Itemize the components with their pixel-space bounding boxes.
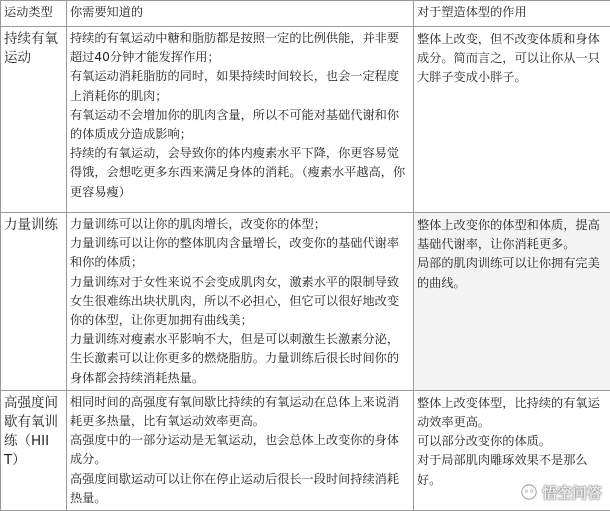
table-row bbox=[1, 390, 610, 510]
info-line: 有氧运动不会增加你的肌肉含量，所以不可能对基础代谢和你的体质成分造成影响； bbox=[70, 106, 410, 144]
info-line: 持续的有氧运动中糖和脂肪都是按照一定的比例供能，并非要超过40分钟才能发挥作用； bbox=[70, 29, 410, 67]
info-line: 力量训练对瘦素水平影响不大，但是可以刺激生长激素分泌，生长激素可以让你更多的燃烧脂肪。力量训练后很长时间你的身体都会持续消耗热量。 bbox=[70, 330, 410, 388]
info-line: 高强度间歇运动可以让你在停止运动后很长一段时间持续消耗热量。 bbox=[70, 470, 410, 508]
info-line: 力量训练可以让你的肌肉增长，改变你的体型； bbox=[70, 215, 410, 234]
table-row bbox=[1, 213, 610, 391]
effect-line: 可以部分改变你的体质。 bbox=[417, 432, 607, 451]
table-row bbox=[1, 27, 610, 213]
info-line: 持续的有氧运动，会导致你的体内瘦素水平下降，你更容易觉得饿，会想吃更多东西来满足身体的消耗。（瘦素水平越高，你更容易瘦） bbox=[70, 144, 410, 202]
row-effect-aerobic bbox=[414, 27, 610, 213]
wukong-logo-icon bbox=[520, 483, 538, 501]
info-line: 力量训练可以让你的整体肌肉含量增长，改变你的基础代谢率和你的体质； bbox=[70, 234, 410, 272]
row-info-strength bbox=[67, 213, 414, 391]
header-effect: 对于塑造体型的作用 bbox=[414, 1, 610, 27]
header-info: 你需要知道的 bbox=[67, 1, 414, 27]
effect-line: 整体上改变体型，比持续的有氧运动效率更高。 bbox=[417, 394, 607, 432]
row-type-hiit: 高强度间歇有氧训练（HIIT） bbox=[1, 390, 67, 510]
row-info-aerobic bbox=[67, 27, 414, 213]
table-header-row bbox=[1, 1, 610, 27]
info-line: 有氧运动消耗脂肪的同时，如果持续时间较长，也会一定程度上消耗你的肌肉； bbox=[70, 67, 410, 105]
effect-line: 整体上改变你的体型和体质，提高基础代谢率，让你消耗更多。 bbox=[417, 216, 607, 254]
effect-line: 整体上改变，但不改变体质和身体成分。简而言之，可以让你从一只大胖子变成小胖子。 bbox=[417, 30, 607, 88]
watermark bbox=[520, 482, 602, 502]
info-line: 高强度中的一部分运动是无氧运动，也会总体上改变你的身体成分。 bbox=[70, 431, 410, 469]
row-type-aerobic: 持续有氧运动 bbox=[1, 27, 67, 213]
row-effect-strength bbox=[414, 213, 610, 391]
row-info-hiit bbox=[67, 390, 414, 510]
header-type: 运动类型 bbox=[1, 1, 67, 27]
effect-line: 对于局部肌肉雕琢效果不是那么好。 bbox=[417, 451, 607, 489]
info-line: 力量训练对于女性来说不会变成肌肉女，激素水平的限制导致女生很难练出块状肌肉，所以不必担心，但它可以很好地改变你的体型，让你更加拥有曲线美； bbox=[70, 273, 410, 331]
info-line: 相同时间的高强度有氧间歇比持续的有氧运动在总体上来说消耗更多热量，比有氧运动效率更高。 bbox=[70, 393, 410, 431]
watermark-text: 悟空问答 bbox=[542, 482, 602, 503]
row-type-strength: 力量训练 bbox=[1, 213, 67, 391]
effect-line: 局部的肌肉训练可以让你拥有完美的曲线。 bbox=[417, 254, 607, 292]
